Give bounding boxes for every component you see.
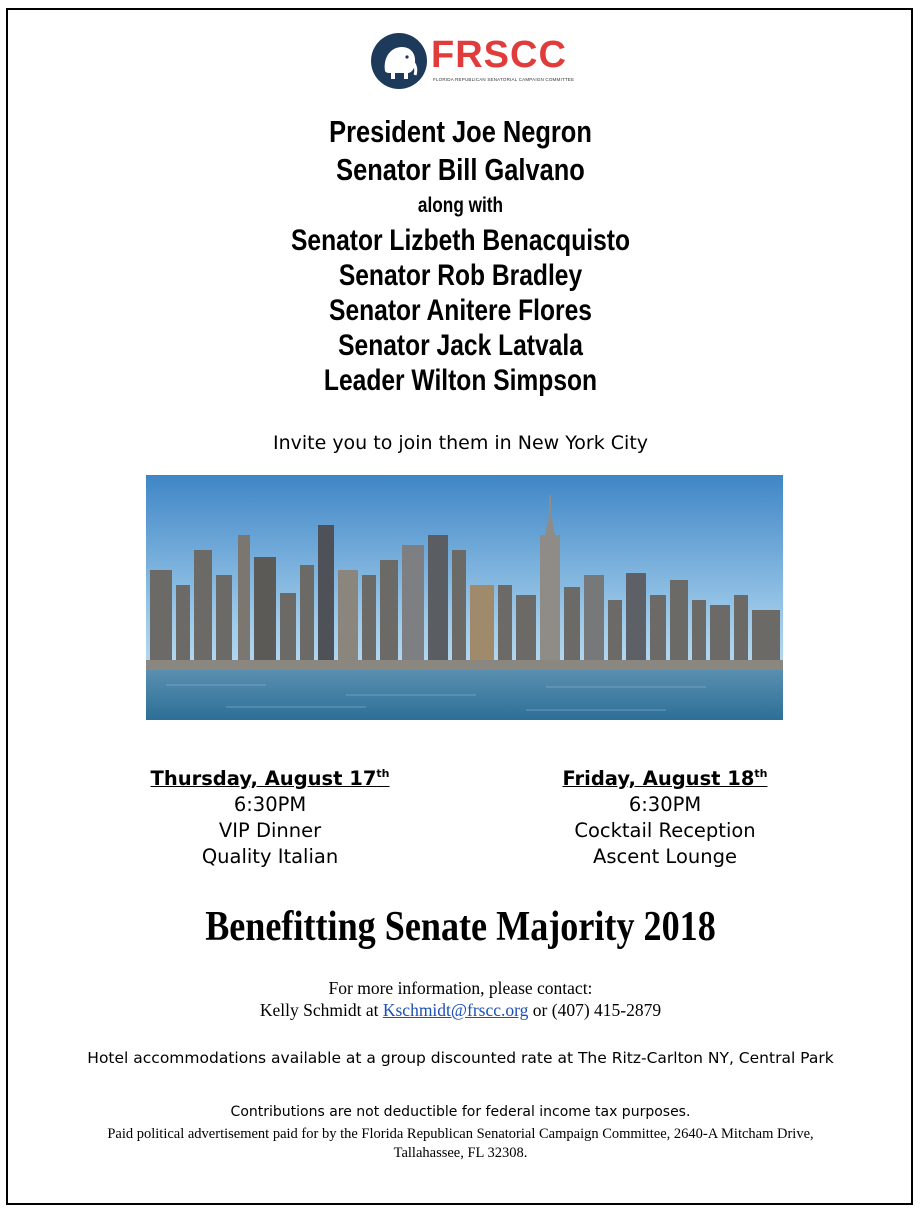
event-venue: Quality Italian [201, 845, 339, 868]
hotel-note: Hotel accommodations available at a group discounted rate at The Ritz-Carlton NY, Central Park [87, 1049, 834, 1067]
event-type: VIP Dinner [218, 819, 322, 842]
host-name: Senator Anitere Flores [329, 294, 592, 327]
event-type: Cocktail Reception [574, 819, 756, 842]
event-venue: Ascent Lounge [593, 845, 737, 868]
nyc-skyline-image [146, 475, 783, 720]
event-friday [515, 766, 815, 870]
invite-text: Invite you to join them in New York City [272, 432, 649, 454]
contact-details: Kelly Schmidt at Kschmidt@frscc.org or (407) 415-2879 [259, 1000, 662, 1020]
benefit-heading: Benefitting Senate Majority 2018 [205, 904, 716, 950]
paid-for-disclaimer [0, 1125, 921, 1163]
event-day: Thursday, August 17th [150, 767, 390, 790]
host-name: President Joe Negron [329, 114, 592, 149]
host-name: Senator Bill Galvano [336, 152, 585, 187]
host-name: Senator Jack Latvala [338, 329, 583, 362]
elephant-icon [371, 33, 427, 89]
event-day: Friday, August 18th [562, 767, 768, 790]
logo-wordmark: FRSCC [431, 34, 567, 76]
host-name: Senator Rob Bradley [338, 259, 583, 292]
event-time: 6:30PM [628, 793, 702, 816]
disclaimer-line: Paid political advertisement paid for by the Florida Republican Senatorial Campaign Committee, 2640-A Mitcham Drive, [107, 1126, 814, 1142]
event-time: 6:30PM [233, 793, 307, 816]
event-thursday [120, 766, 420, 870]
host-list [83, 113, 838, 398]
logo-subtitle: FLORIDA REPUBLICAN SENATORIAL CAMPAIGN COMMITTEE [433, 77, 575, 82]
tax-disclaimer: Contributions are not deductible for federal income tax purposes. [230, 1104, 691, 1120]
host-name: Leader Wilton Simpson [323, 364, 598, 397]
along-with-text: along with [417, 194, 504, 217]
disclaimer-line: Tallahassee, FL 32308. [393, 1145, 528, 1161]
email-link[interactable]: Kschmidt@frscc.org [382, 1000, 529, 1020]
contact-info [0, 977, 921, 1021]
host-name: Senator Lizbeth Benacquisto [291, 224, 630, 257]
contact-line: For more information, please contact: [328, 978, 593, 998]
frscc-logo [371, 31, 575, 91]
